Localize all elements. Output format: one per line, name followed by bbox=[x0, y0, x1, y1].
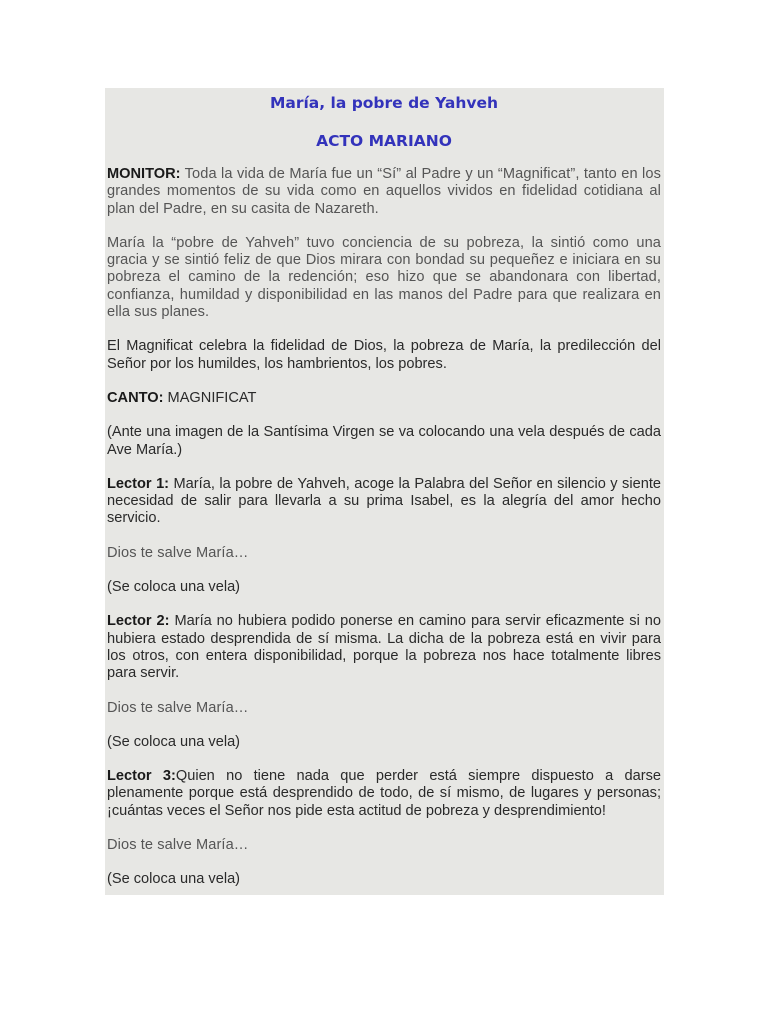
lector-2-text: María no hubiera podido ponerse en camino para servir eficazmente si no hubiera estado desprendida de sí misma. La dicha de la pobreza está en vivir para los otros, con entera disponibilidad, porque la pobreza nos hace totalmente libres para servir. bbox=[107, 613, 661, 682]
lector-2-label: Lector 2: bbox=[107, 613, 170, 630]
paragraph-magnificat: El Magnificat celebra la fidelidad de Dios, la pobreza de María, la predilección del Señor por los humildes, los hambrientos, los pobres. bbox=[107, 338, 661, 372]
candle-3: (Se coloca una vela) bbox=[107, 871, 241, 888]
lector-3-paragraph bbox=[107, 768, 661, 820]
prayer-3: Dios te salve María… bbox=[107, 837, 249, 854]
monitor-label: MONITOR: bbox=[107, 166, 181, 182]
canto-paragraph bbox=[107, 390, 661, 407]
lector-2-paragraph bbox=[107, 613, 661, 682]
document-body bbox=[105, 88, 664, 895]
document-subtitle: ACTO MARIANO bbox=[316, 132, 452, 150]
document-title: María, la pobre de Yahveh bbox=[269, 94, 499, 112]
prayer-2: Dios te salve María… bbox=[107, 699, 249, 716]
canto-text: MAGNIFICAT bbox=[163, 389, 257, 406]
prayer-1: Dios te salve María… bbox=[107, 544, 249, 561]
monitor-text: Toda la vida de María fue un “Sí” al Padre y un “Magnificat”, tanto en los grandes momentos de su vida como en aquellos vividos en fidelidad cotidiana al plan del Padre, en su casita de Nazareth. bbox=[107, 166, 661, 217]
canto-label: CANTO: bbox=[107, 389, 164, 406]
candle-1: (Se coloca una vela) bbox=[107, 579, 241, 596]
monitor-paragraph bbox=[107, 166, 661, 218]
lector-1-label: Lector 1: bbox=[107, 475, 170, 492]
lector-1-text: María, la pobre de Yahveh, acoge la Palabra del Señor en silencio y siente necesidad de salir para llevarla a su prima Isabel, es la alegría del amor hecho servicio. bbox=[107, 475, 661, 527]
instruction-paragraph: (Ante una imagen de la Santísima Virgen se va colocando una vela después de cada Ave María.) bbox=[107, 424, 661, 458]
lector-3-text: Quien no tiene nada que perder está siempre dispuesto a darse plenamente porque está desprendido de todo, de sí mismo, de lugares y personas; ¡cuántas veces el Señor nos pide esta actitud de pobreza y desprendimiento! bbox=[107, 768, 661, 819]
candle-2: (Se coloca una vela) bbox=[107, 733, 241, 750]
paragraph-pobre-de-yahveh: María la “pobre de Yahveh” tuvo conciencia de su pobreza, la sintió como una gracia y se sintió feliz de que Dios mirara con bondad su pequeñez e iniciara en su pobreza el camino de la redención; eso hizo que se abandonara con libertad, confianza, humildad y disponibilidad en las manos del Padre para que realizara en ella sus planes. bbox=[107, 234, 661, 321]
lector-3-label: Lector 3: bbox=[107, 768, 176, 785]
lector-1-paragraph bbox=[107, 476, 661, 528]
